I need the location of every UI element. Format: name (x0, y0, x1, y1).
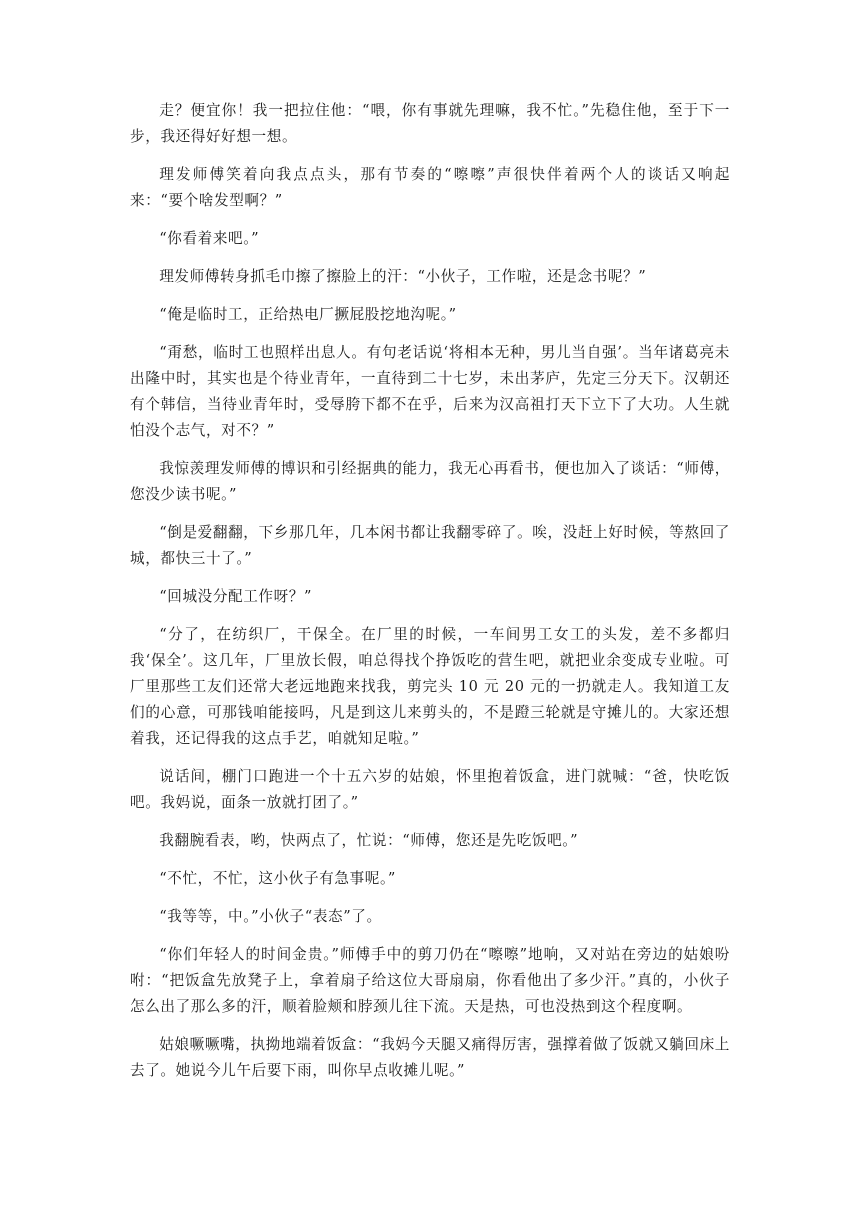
paragraph: 姑娘噘噘嘴，执拗地端着饭盒：“我妈今天腿又痛得厉害，强撑着做了饭就又躺回床上去了。她说今儿午后要下雨，叫你早点收摊儿呢。” (130, 1036, 730, 1079)
paragraph: “你们年轻人的时间金贵。”师傅手中的剪刀仍在“嚓嚓”地响，又对站在旁边的姑娘吩咐：“把饭盒先放凳子上，拿着扇子给这位大哥扇扇，你看他出了多少汗。”真的，小伙子怎么出了那么多的汗，顺着脸颊和脖颈儿往下流。天是热，可也没热到这个程度啊。 (130, 946, 730, 1015)
paragraph: 走？便宜你！我一把拉住他：“喂，你有事就先理嘛，我不忙。”先稳住他，至于下一步，我还得好好想一想。 (130, 102, 730, 145)
paragraph: “甭愁，临时工也照样出息人。有句老话说‘将相本无种，男儿当自强’。当年诸葛亮未出隆中时，其实也是个待业青年，一直待到二十七岁，未出茅庐，先定三分天下。汉朝还有个韩信，当待业青年时，受辱胯下都不在乎，后来为汉高祖打天下立下了大功。人生就怕没个志气，对不？” (130, 344, 730, 439)
paragraph: “回城没分配工作呀？” (159, 588, 313, 605)
paragraph: 我惊羡理发师傅的博识和引经据典的能力，我无心再看书，便也加入了谈话：“师傅，您没少读书呢。” (130, 460, 730, 503)
paragraph: 我翻腕看表，哟，快两点了，忙说：“师傅，您还是先吃饭吧。” (159, 832, 579, 849)
paragraph: 理发师傅笑着向我点点头，那有节奏的“嚓嚓”声很快伴着两个人的谈话又响起来：“要个啥发型啊？” (130, 166, 730, 209)
paragraph: “倒是爱翻翻，下乡那几年，几本闲书都让我翻零碎了。唉，没赶上好时候，等熬回了城，都快三十了。” (130, 524, 730, 567)
paragraph: 说话间，棚门口跑进一个十五六岁的姑娘，怀里抱着饭盒，进门就喊：“爸，快吃饭吧。我妈说，面条一放就打团了。” (130, 768, 730, 811)
paragraph: “你看着来吧。” (159, 230, 260, 247)
paragraph: “不忙，不忙，这小伙子有急事呢。” (159, 870, 396, 887)
paragraph: “分了，在纺织厂，干保全。在厂里的时候，一车间男工女工的头发，差不多都归我‘保全’。这几年，厂里放长假，咱总得找个挣饭吃的营生吧，就把业余变成专业啦。可厂里那些工友们还常大老远地跑来找我，剪完头 10 元 20 元的一扔就走人。我知道工友们的心意，可那钱咱能接吗，凡是到这儿来剪头的，不是蹬三轮就是守摊儿的。大家还想着我，还记得我的这点手艺，咱就知足啦。” (130, 626, 730, 747)
document-body (130, 98, 730, 1096)
paragraph: 理发师傅转身抓毛巾擦了擦脸上的汗：“小伙子，工作啦，还是念书呢？” (159, 268, 647, 285)
paragraph: “俺是临时工，正给热电厂撅屁股挖地沟呢。” (159, 306, 457, 323)
paragraph: “我等等，中。”小伙子“表态”了。 (159, 908, 382, 925)
